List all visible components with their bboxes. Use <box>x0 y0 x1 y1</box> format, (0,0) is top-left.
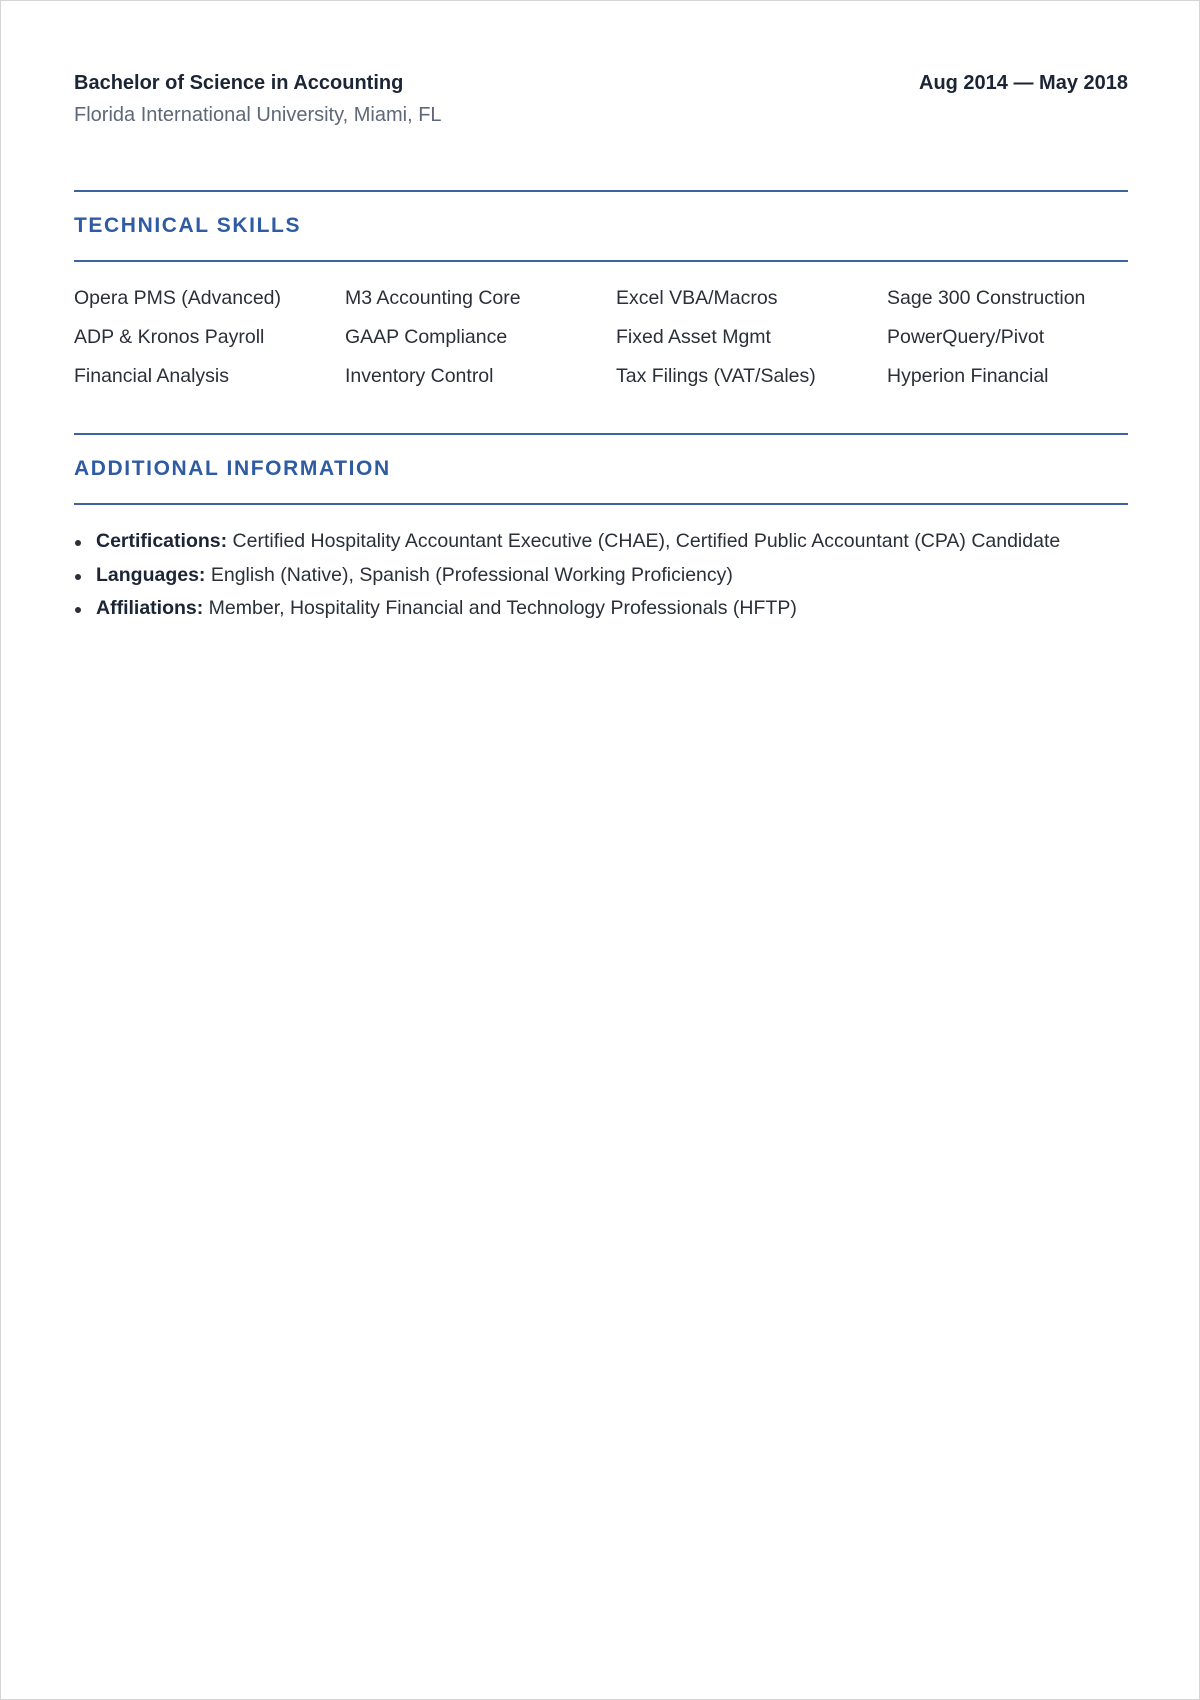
technical-skills-section <box>74 190 1128 433</box>
info-text: Member, Hospitality Financial and Technology Professionals (HFTP) <box>208 597 797 619</box>
skill-item: Opera PMS (Advanced) <box>74 287 282 309</box>
bullet-icon <box>75 574 81 580</box>
info-label: Certifications: <box>96 530 228 552</box>
info-text: English (Native), Spanish (Professional Working Proficiency) <box>210 563 733 586</box>
resume-content <box>74 1 1128 630</box>
list-item-certifications <box>74 529 1128 554</box>
skill-item: Sage 300 Construction <box>887 287 1086 309</box>
skill-item: M3 Accounting Core <box>345 287 521 309</box>
school-name: Florida International University, Miami, FL <box>74 104 442 126</box>
bullet-icon <box>75 607 81 613</box>
skill-item: Financial Analysis <box>74 365 229 387</box>
section-title-additional-information: ADDITIONAL INFORMATION <box>74 457 391 480</box>
education-dates: Aug 2014 — May 2018 <box>919 72 1128 94</box>
bullet-icon <box>75 540 81 546</box>
additional-info-list <box>74 505 1128 621</box>
section-title-technical-skills: TECHNICAL SKILLS <box>74 214 302 237</box>
list-item-languages <box>74 563 1128 588</box>
skill-item: GAAP Compliance <box>345 326 508 348</box>
skill-item: Hyperion Financial <box>887 365 1049 387</box>
additional-information-section <box>74 433 1128 621</box>
skill-item: Inventory Control <box>345 365 494 387</box>
list-item-affiliations <box>74 596 1128 621</box>
skill-item: Excel VBA/Macros <box>616 287 778 309</box>
degree-title: Bachelor of Science in Accounting <box>74 72 404 94</box>
skill-item: Tax Filings (VAT/Sales) <box>616 365 816 387</box>
skill-item: PowerQuery/Pivot <box>887 326 1045 348</box>
info-label: Affiliations: <box>96 597 204 619</box>
info-text: Certified Hospitality Accountant Executive (CHAE), Certified Public Accountant (CPA) Candidate <box>232 530 1061 552</box>
education-entry <box>74 1 1128 190</box>
skill-item: ADP & Kronos Payroll <box>74 326 265 348</box>
skills-grid <box>74 262 1128 433</box>
skill-item: Fixed Asset Mgmt <box>616 326 771 348</box>
info-label: Languages: <box>96 563 206 586</box>
